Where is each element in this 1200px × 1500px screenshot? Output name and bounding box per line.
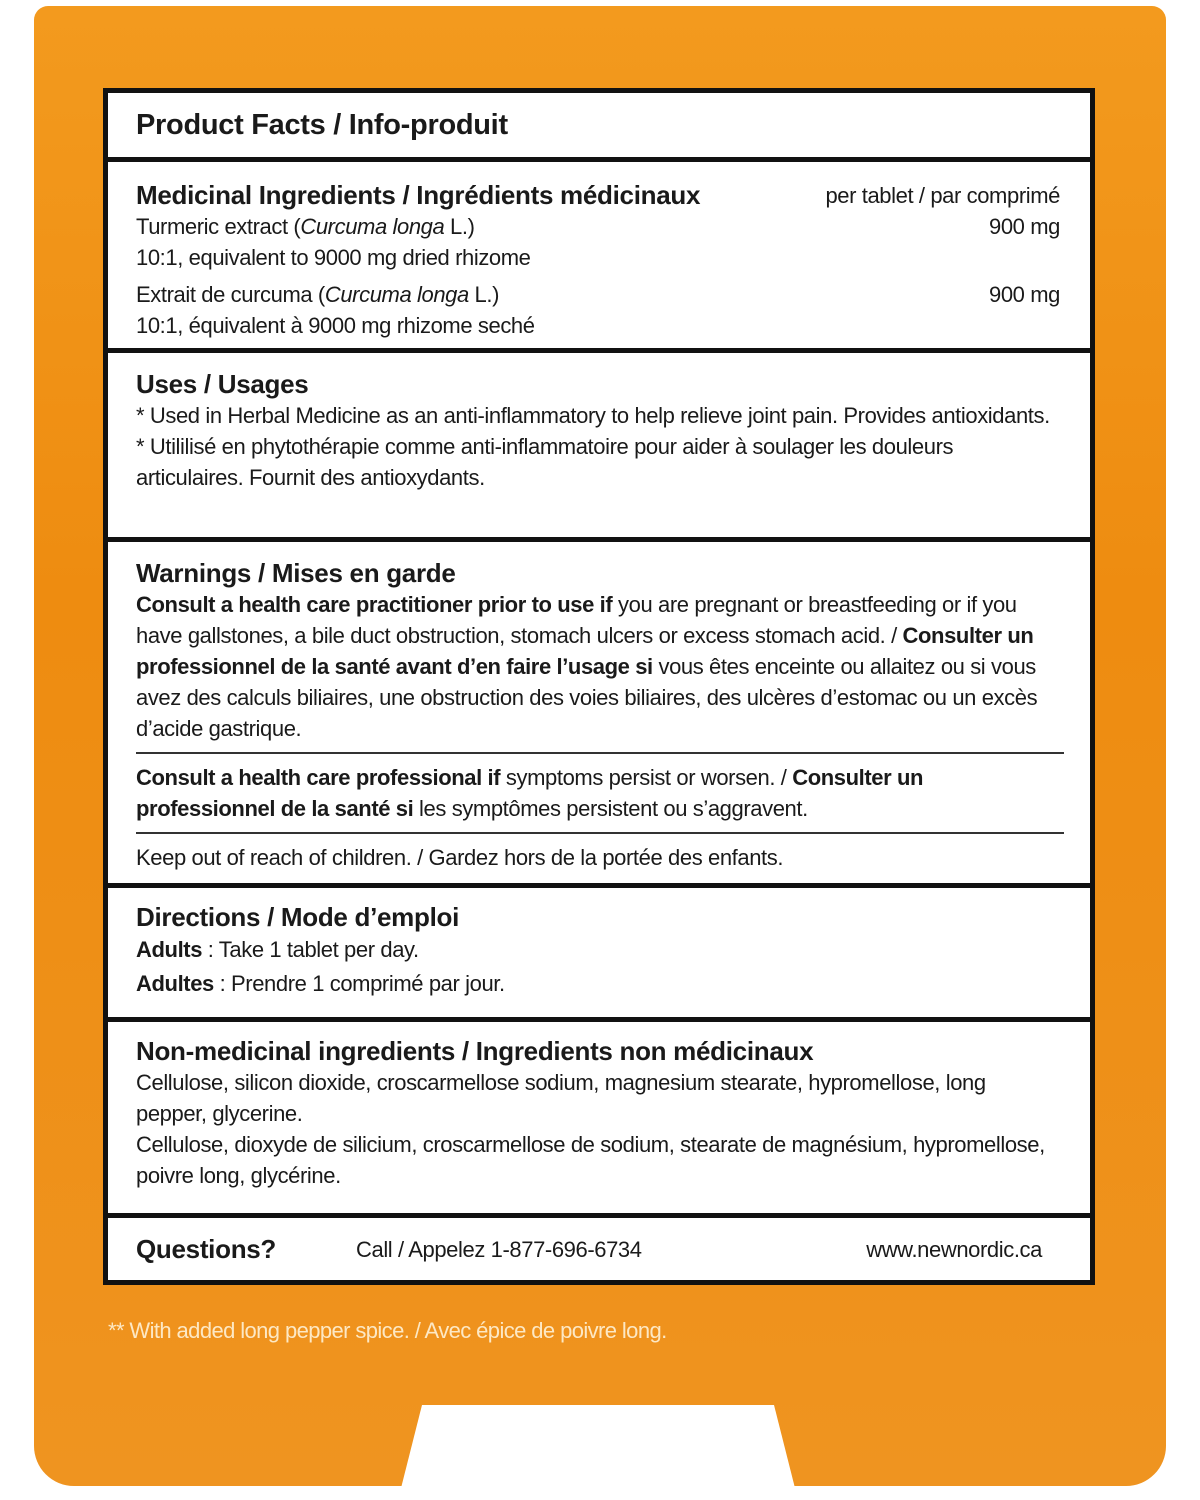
directions-heading: Directions / Mode d’emploi [136,902,460,932]
website-link[interactable]: www.newnordic.ca [866,1236,1042,1262]
ingredient-amount: 900 mg [989,214,1060,239]
warnings-heading: Warnings / Mises en garde [136,558,456,588]
warning-pregnancy: Consult a health care practitioner prior to use if you are pregnant or breastfeeding or if you have gallstones, a bile duct obstruction, stomach ulcers or excess stomach acid. / Consulter un professionnel de la santé avant d’en faire l’usage si vous êtes enceinte ou allaitez ou si vous avez des calculs biliaires, une obstruction des voies biliaires, des ulcères d’estomac ou un excès d’acide gastrique. [136,592,1038,741]
ingredient-detail: 10:1, équivalent à 9000 mg rhizome seché [136,313,535,338]
medicinal-section [108,162,1090,353]
use-line: * Utililisé en phytothérapie comme anti-inflammatoire pour aider à soulager les douleurs articulaires. Fournit des antioxydants. [136,434,954,490]
ingredient-name: Turmeric extract (Curcuma longa L.) [136,214,475,239]
footnote: ** With added long pepper spice. / Avec épice de poivre long. [108,1318,667,1343]
uses-heading: Uses / Usages [136,369,309,399]
medicinal-heading: Medicinal Ingredients / Ingrédients médicinaux [136,180,701,210]
product-facts-panel [103,88,1095,1285]
direction-line: Adultes : Prendre 1 comprimé par jour. [136,971,505,996]
warning-children: Keep out of reach of children. / Gardez hors de la portée des enfants. [136,845,784,870]
box-notch [398,1405,798,1500]
warning-symptoms: Consult a health care professional if symptoms persist or worsen. / Consulter un professionnel de la santé si les symptômes persistent ou s’aggravent. [136,765,924,821]
ingredient-amount: 900 mg [989,282,1060,307]
per-tablet-label: per tablet / par comprimé [825,183,1060,208]
questions-label: Questions? [136,1233,277,1264]
panel-title: Product Facts / Info-produit [136,108,508,141]
nonmedicinal-heading: Non-medicinal ingredients / Ingredients non médicinaux [136,1036,814,1066]
use-line: * Used in Herbal Medicine as an anti-inflammatory to help relieve joint pain. Provides antioxidants. [136,403,1050,428]
ingredient-detail: 10:1, equivalent to 9000 mg dried rhizome [136,245,531,270]
nonmedicinal-line: Cellulose, silicon dioxide, croscarmellose sodium, magnesium stearate, hypromellose, long pepper, glycerine. [136,1070,986,1126]
uses-section [108,353,1090,542]
questions-section [108,1218,1090,1280]
nonmedicinal-line: Cellulose, dioxyde de silicium, croscarmellose de sodium, stearate de magnésium, hypromellose, poivre long, glycérine. [136,1132,1045,1188]
phone-number: Call / Appelez 1-877-696-6734 [356,1236,642,1262]
title-section [108,93,1090,162]
ingredient-name: Extrait de curcuma (Curcuma longa L.) [136,282,500,307]
direction-line: Adults : Take 1 tablet per day. [136,937,419,962]
nonmedicinal-section [108,1022,1090,1218]
warnings-section [108,542,1090,888]
directions-section [108,888,1090,1022]
